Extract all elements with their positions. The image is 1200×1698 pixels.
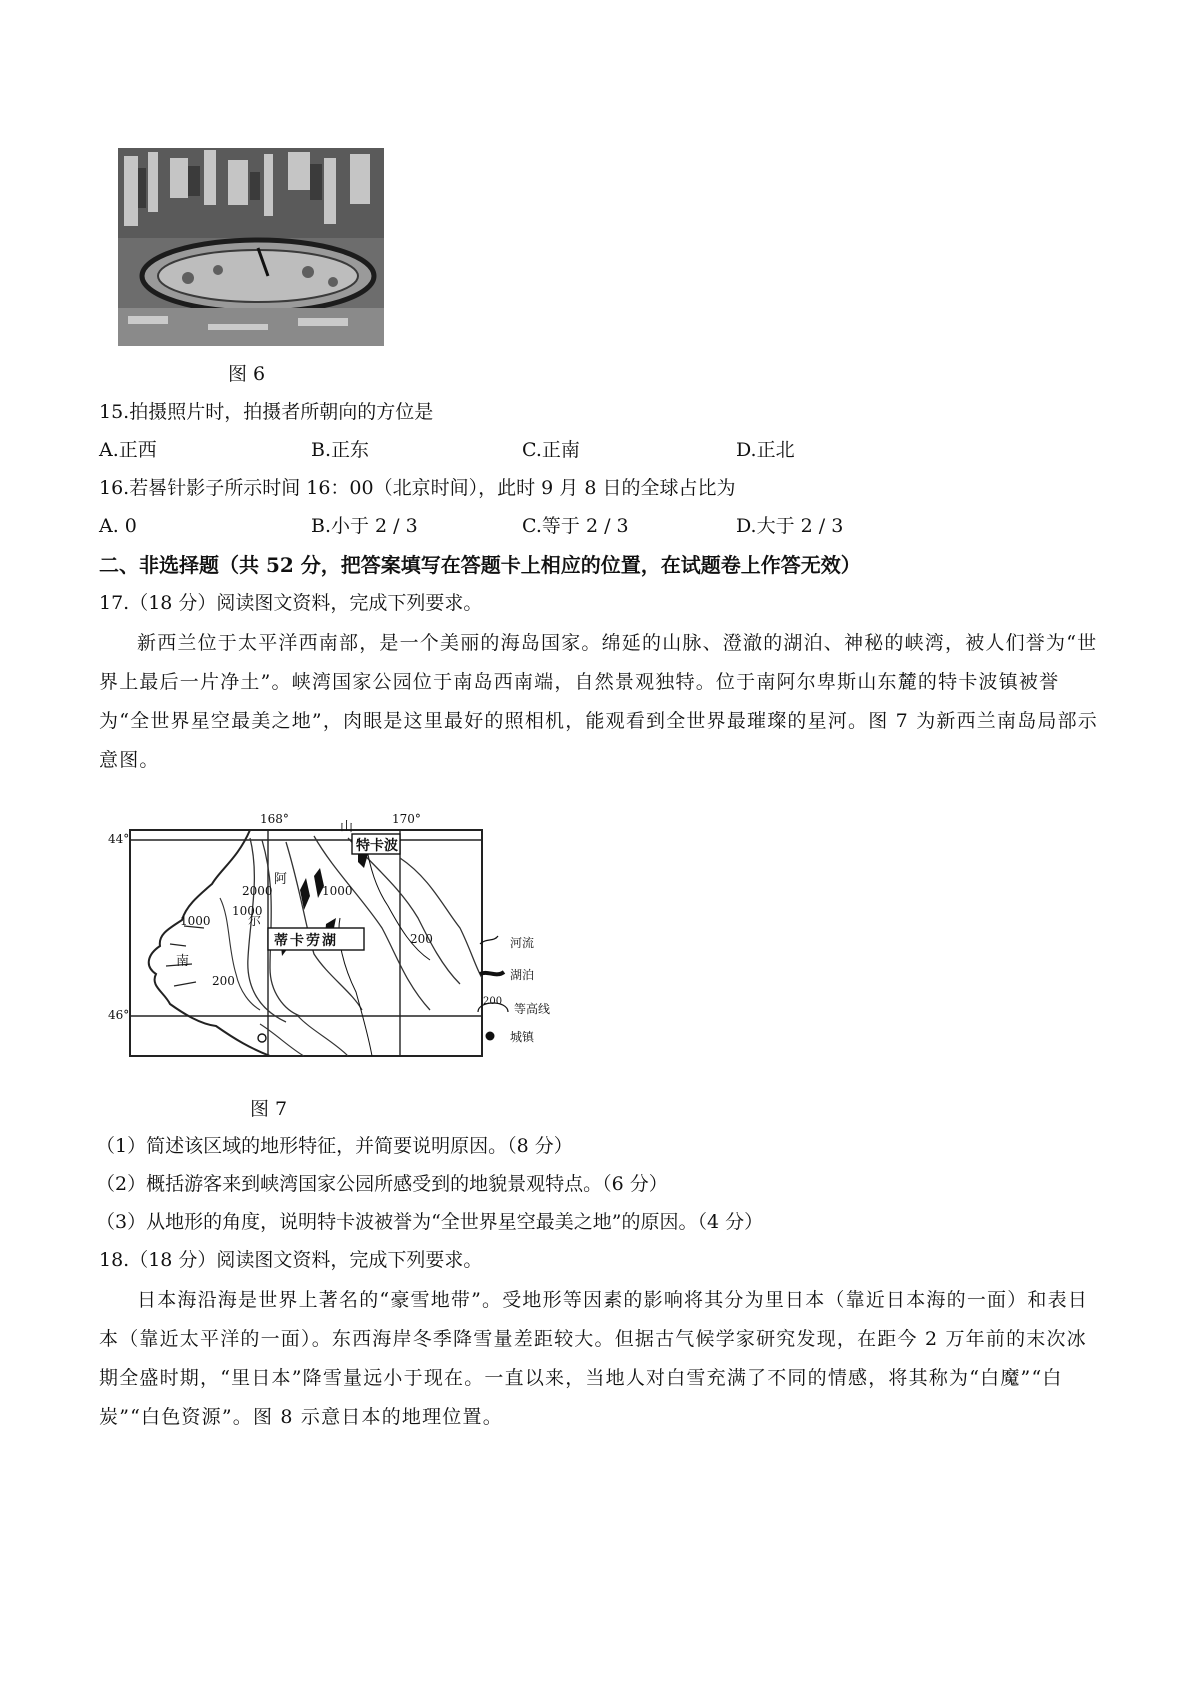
question-15-stem: 15.拍摄照片时，拍摄者所朝向的方位是 <box>99 401 434 423</box>
map-label-shan: 山 <box>340 820 354 835</box>
figure-6-caption: 图 6 <box>228 363 266 385</box>
legend-town-label: 城镇 <box>510 1030 535 1044</box>
contour-label-2000: 2000 <box>242 884 273 898</box>
q15-option-d: D.正北 <box>736 439 795 461</box>
question-18-passage: 日本海沿海是世界上著名的“豪雪地带”。受地形等因素的影响将其分为里日本（靠近日本海的一面）和表日本（靠近太平洋的一面）。东西海岸冬季降雪量差距较大。但据古气候学家研究发现，在距今 2 万年前的末次冰期全盛时期，“里日本”降雪量远小于现在。一直以来，当地人对白雪充满了不同的情感，将其称为“白魔”“白炭”“白色资源”。图 8 示意日本的地理位置。 <box>99 1289 1089 1428</box>
q15-option-b: B.正东 <box>311 439 370 461</box>
question-16-stem: 16.若晷针影子所示时间 16：00（北京时间），此时 9 月 8 日的全球占比为 <box>99 477 736 499</box>
question-18-stem: 18.（18 分）阅读图文资料，完成下列要求。 <box>99 1249 483 1271</box>
question-17-part-3: （3）从地形的角度，说明特卡波被誉为“全世界星空最美之地”的原因。（4 分） <box>96 1211 764 1233</box>
sundial-photo-graphic <box>118 148 384 346</box>
question-17-part-1: （1）简述该区域的地形特征，并简要说明原因。（8 分） <box>96 1135 573 1157</box>
question-17-passage: 新西兰位于太平洋西南部，是一个美丽的海岛国家。绵延的山脉、澄澈的湖泊、神秘的峡湾，被人们誉为“世界上最后一片净土”。峡湾国家公园位于南岛西南端，自然景观独特。位于南阿尔卑斯山东麓的特卡波镇被誉为“全世界星空最美之地”，肉眼是这里最好的照相机，能观看到全世界最璀璨的星河。图 7 为新西兰南岛局部示意图。 <box>99 632 1098 771</box>
q16-option-c: C.等于 2 / 3 <box>522 515 629 537</box>
contour-label-200-a: 200 <box>410 932 433 946</box>
contour-label-1000-c: 1000 <box>180 914 211 928</box>
legend-river-label: 河流 <box>510 936 535 950</box>
figure-7-caption: 图 7 <box>250 1098 288 1120</box>
map-label-er: 尔 <box>248 914 262 929</box>
legend-contour-value: 200 <box>483 996 503 1007</box>
question-17-stem: 17.（18 分）阅读图文资料，完成下列要求。 <box>99 592 483 614</box>
place-label-te-anau-lake: 蒂卡劳湖 <box>274 933 338 949</box>
south-island-map <box>100 778 640 1086</box>
south-island-map-graphic <box>100 778 640 1086</box>
place-label-tekapo: 特卡波 <box>356 838 398 854</box>
q16-option-a: A. 0 <box>99 515 137 537</box>
q16-option-d: D.大于 2 / 3 <box>736 515 844 537</box>
contour-label-1000-b: 1000 <box>232 904 263 918</box>
map-label-a: 阿 <box>274 872 288 887</box>
q15-option-c: C.正南 <box>522 439 580 461</box>
question-17-part-2: （2）概括游客来到峡湾国家公园所感受到的地貌景观特点。（6 分） <box>96 1173 668 1195</box>
q16-option-b: B.小于 2 / 3 <box>311 515 418 537</box>
lon-label-170: 170° <box>392 812 421 826</box>
sundial-photo <box>118 148 384 346</box>
section-2-heading: 二、非选择题（共 52 分，把答案填写在答题卡上相应的位置，在试题卷上作答无效） <box>99 553 861 577</box>
q15-option-a: A.正西 <box>99 439 157 461</box>
lat-label-44: 44° <box>108 832 130 846</box>
legend-lake-label: 湖泊 <box>510 968 535 982</box>
map-label-nan: 南 <box>176 954 190 969</box>
legend-contour-label: 等高线 <box>514 1002 551 1016</box>
lon-label-168: 168° <box>260 812 289 826</box>
lat-label-46: 46° <box>108 1008 130 1022</box>
contour-label-200-b: 200 <box>212 974 235 988</box>
contour-label-1000-a: 1000 <box>322 884 353 898</box>
